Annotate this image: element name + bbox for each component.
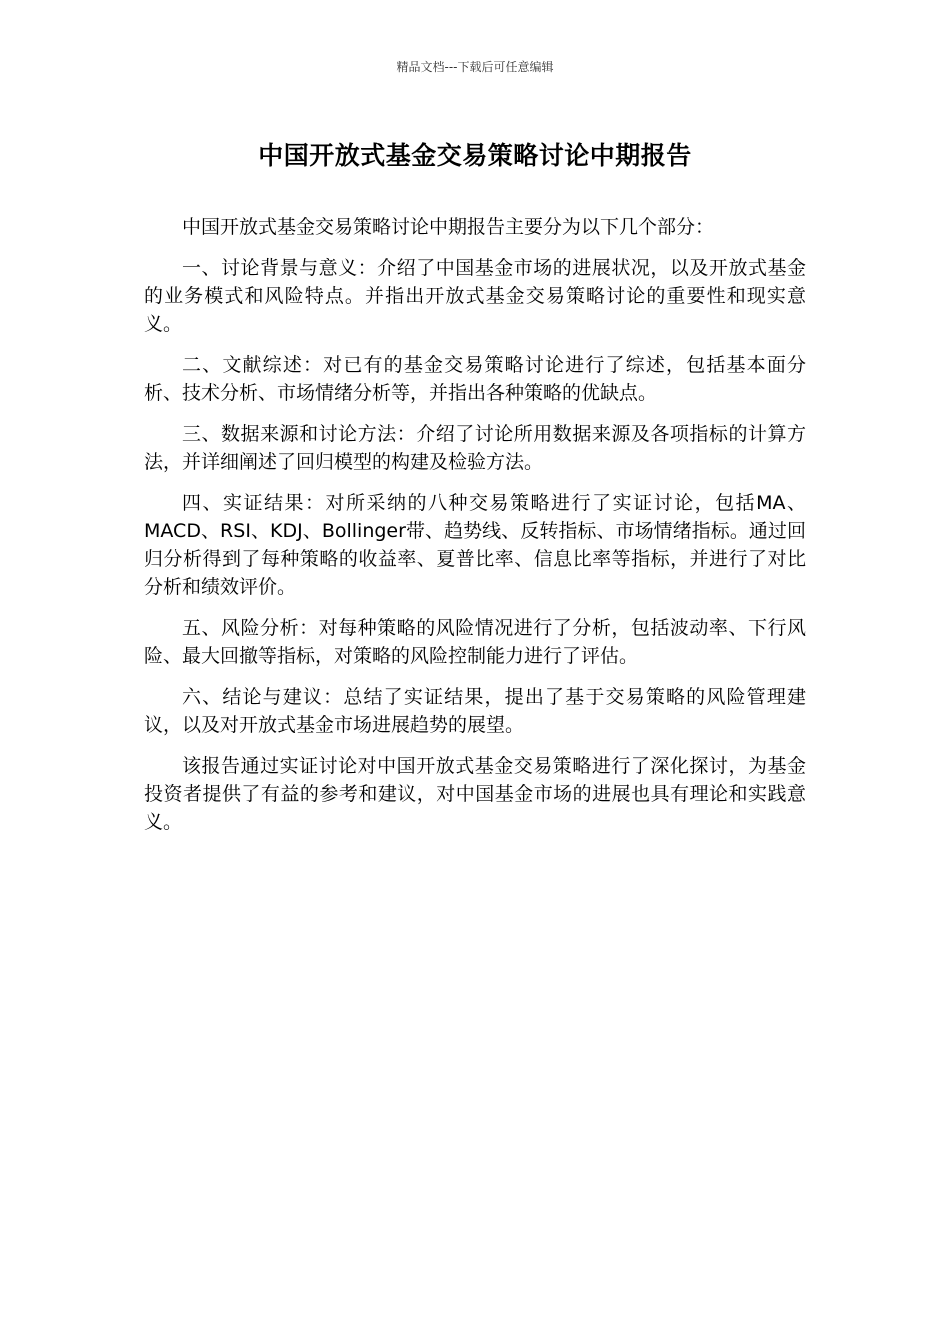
header-note: 精品文档---下载后可任意编辑: [396, 60, 554, 74]
document-title: 中国开放式基金交易策略讨论中期报告: [258, 141, 692, 170]
paragraph-empirical-results: 四、实证结果：对所采纳的八种交易策略进行了实证讨论，包括MA、MACD、RSI、KDJ、Bollinger带、趋势线、反转指标、市场情绪指标。通过回归分析得到了每种策略的收益率、夏普比率、信息比率等指标，并进行了对比分析和绩效评价。: [144, 492, 806, 598]
document-body: [144, 213, 806, 849]
paragraph-intro: 中国开放式基金交易策略讨论中期报告主要分为以下几个部分：: [182, 216, 715, 238]
paragraph-background: 一、讨论背景与意义：介绍了中国基金市场的进展状况，以及开放式基金的业务模式和风险特点。并指出开放式基金交易策略讨论的重要性和现实意义。: [144, 257, 806, 335]
paragraph-literature-review: 二、文献综述：对已有的基金交易策略讨论进行了综述，包括基本面分析、技术分析、市场情绪分析等，并指出各种策略的优缺点。: [144, 354, 806, 404]
paragraph-risk-analysis: 五、风险分析：对每种策略的风险情况进行了分析，包括波动率、下行风险、最大回撤等指标，对策略的风险控制能力进行了评估。: [144, 617, 806, 667]
paragraph-conclusion: 六、结论与建议：总结了实证结果，提出了基于交易策略的风险管理建议，以及对开放式基金市场进展趋势的展望。: [144, 686, 806, 736]
paragraph-summary: 该报告通过实证讨论对中国开放式基金交易策略进行了深化探讨，为基金投资者提供了有益的参考和建议，对中国基金市场的进展也具有理论和实践意义。: [144, 755, 806, 833]
paragraph-data-methods: 三、数据来源和讨论方法：介绍了讨论所用数据来源及各项指标的计算方法，并详细阐述了回归模型的构建及检验方法。: [144, 423, 806, 473]
